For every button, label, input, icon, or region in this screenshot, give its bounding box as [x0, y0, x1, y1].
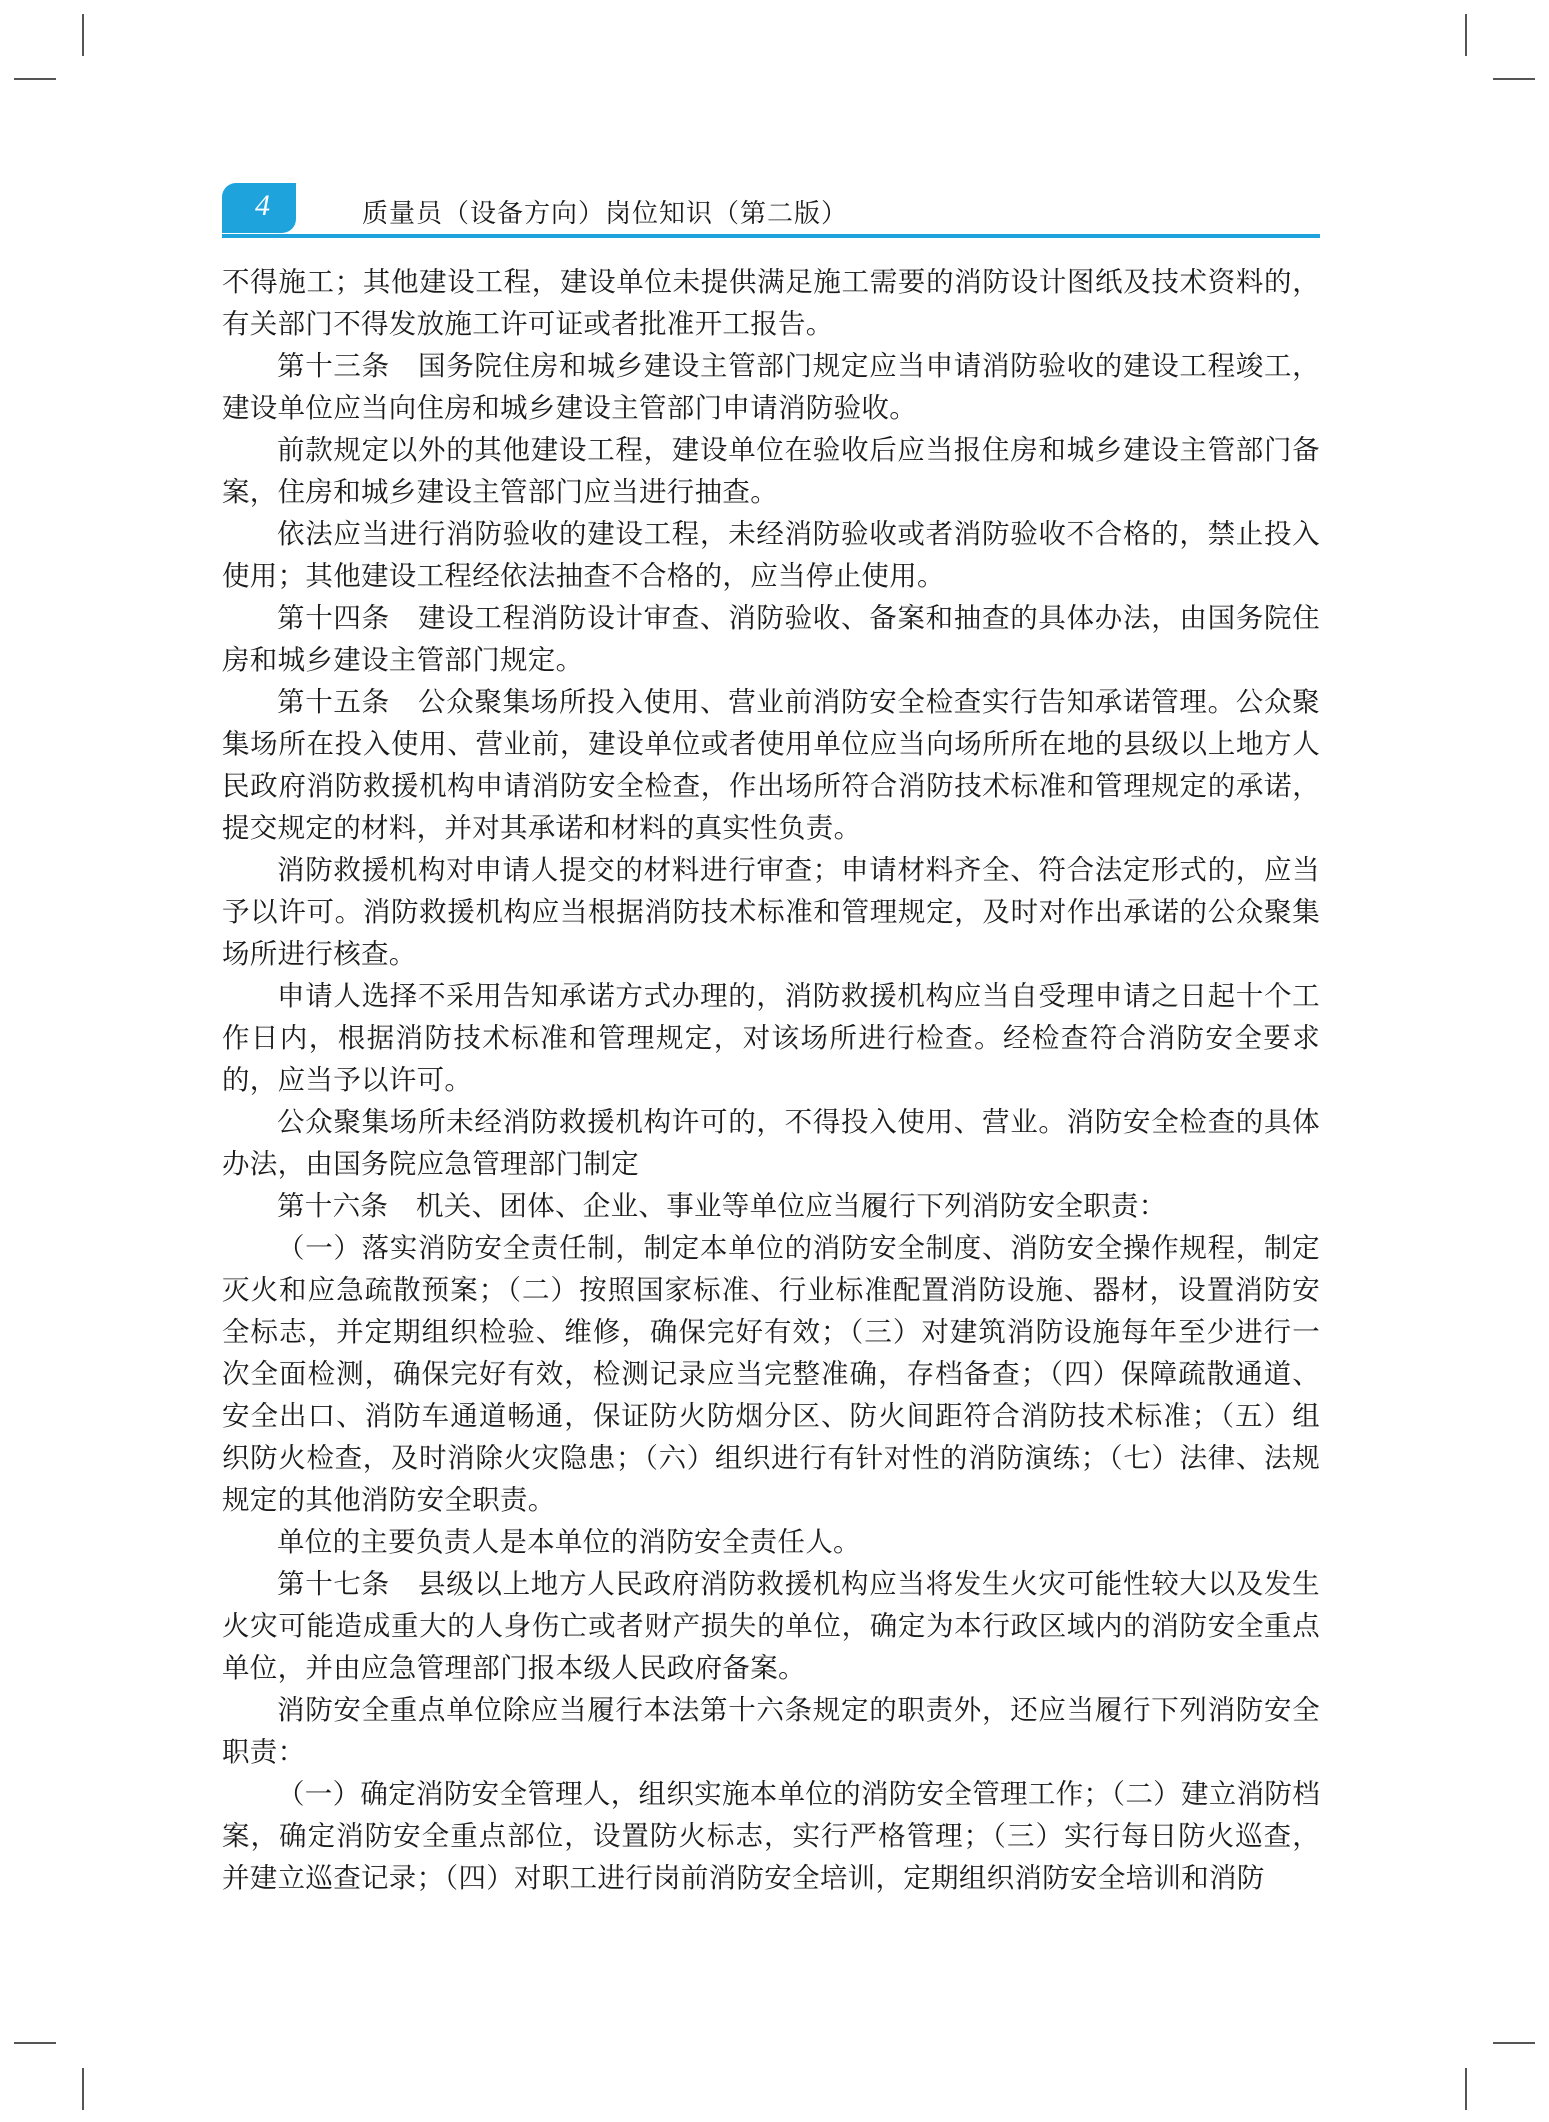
crop-mark-bottom-right	[1465, 2068, 1467, 2110]
book-title: 质量员（设备方向）岗位知识（第二版）	[362, 199, 849, 229]
crop-mark-bottom-left-h	[14, 2042, 56, 2044]
paragraph-article-17: 第十七条 县级以上地方人民政府消防救援机构应当将发生火灾可能性较大以及发生火灾可能造成重大的人身伤亡或者财产损失的单位，确定为本行政区域内的消防安全重点单位，并由应急管理部门报本级人民政府备案。	[222, 1568, 1320, 1684]
crop-mark-top-left-h	[14, 78, 56, 80]
paragraph: 单位的主要负责人是本单位的消防安全责任人。	[277, 1526, 861, 1558]
crop-mark-bottom-right-h	[1493, 2042, 1535, 2044]
running-header	[222, 183, 1320, 239]
crop-mark-top-right-h	[1493, 78, 1535, 80]
paragraph-duties-list: （一）落实消防安全责任制，制定本单位的消防安全制度、消防安全操作规程，制定灭火和应急疏散预案；（二）按照国家标准、行业标准配置消防设施、器材，设置消防安全标志，并定期组织检验、维修，确保完好有效；（三）对建筑消防设施每年至少进行一次全面检测，确保完好有效，检测记录应当完整准确，存档备查；（四）保障疏散通道、安全出口、消防车通道畅通，保证防火防烟分区、防火间距符合消防技术标准；（五）组织防火检查，及时消除火灾隐患；（六）组织进行有针对性的消防演练；（七）法律、法规规定的其他消防安全职责。	[222, 1232, 1320, 1516]
paragraph-article-16: 第十六条 机关、团体、企业、事业等单位应当履行下列消防安全职责：	[277, 1190, 1167, 1222]
paragraph-duties-list: （一）确定消防安全管理人，组织实施本单位的消防安全管理工作；（二）建立消防档案，确定消防安全重点部位，设置防火标志，实行严格管理；（三）实行每日防火巡查，并建立巡查记录；（四）对职工进行岗前消防安全培训，定期组织消防安全培训和消防	[222, 1778, 1320, 1894]
page-number-badge	[222, 183, 296, 233]
crop-mark-top-left	[82, 14, 84, 56]
crop-mark-bottom-left	[82, 2068, 84, 2110]
page-number: 4	[255, 189, 270, 222]
paragraph: 公众聚集场所未经消防救援机构许可的，不得投入使用、营业。消防安全检查的具体办法，由国务院应急管理部门制定	[222, 1106, 1320, 1180]
header-rule	[222, 234, 1320, 238]
page-body	[222, 261, 1320, 1899]
paragraph: 消防安全重点单位除应当履行本法第十六条规定的职责外，还应当履行下列消防安全职责：	[222, 1694, 1320, 1768]
crop-mark-top-right	[1465, 14, 1467, 56]
paragraph: 消防救援机构对申请人提交的材料进行审查；申请材料齐全、符合法定形式的，应当予以许可。消防救援机构应当根据消防技术标准和管理规定，及时对作出承诺的公众聚集场所进行核查。	[222, 854, 1320, 970]
paragraph-article-14: 第十四条 建设工程消防设计审查、消防验收、备案和抽查的具体办法，由国务院住房和城乡建设主管部门规定。	[222, 602, 1320, 676]
paragraph-article-13: 第十三条 国务院住房和城乡建设主管部门规定应当申请消防验收的建设工程竣工，建设单位应当向住房和城乡建设主管部门申请消防验收。	[222, 350, 1320, 424]
paragraph: 申请人选择不采用告知承诺方式办理的，消防救援机构应当自受理申请之日起十个工作日内，根据消防技术标准和管理规定，对该场所进行检查。经检查符合消防安全要求的，应当予以许可。	[222, 980, 1320, 1096]
paragraph: 前款规定以外的其他建设工程，建设单位在验收后应当报住房和城乡建设主管部门备案，住房和城乡建设主管部门应当进行抽查。	[222, 434, 1320, 508]
paragraph-article-15: 第十五条 公众聚集场所投入使用、营业前消防安全检查实行告知承诺管理。公众聚集场所在投入使用、营业前，建设单位或者使用单位应当向场所所在地的县级以上地方人民政府消防救援机构申请消防安全检查，作出场所符合消防技术标准和管理规定的承诺，提交规定的材料，并对其承诺和材料的真实性负责。	[222, 686, 1320, 844]
paragraph: 依法应当进行消防验收的建设工程，未经消防验收或者消防验收不合格的，禁止投入使用；其他建设工程经依法抽查不合格的，应当停止使用。	[222, 518, 1320, 592]
paragraph-continuation: 不得施工；其他建设工程，建设单位未提供满足施工需要的消防设计图纸及技术资料的，有关部门不得发放施工许可证或者批准开工报告。	[222, 266, 1320, 340]
